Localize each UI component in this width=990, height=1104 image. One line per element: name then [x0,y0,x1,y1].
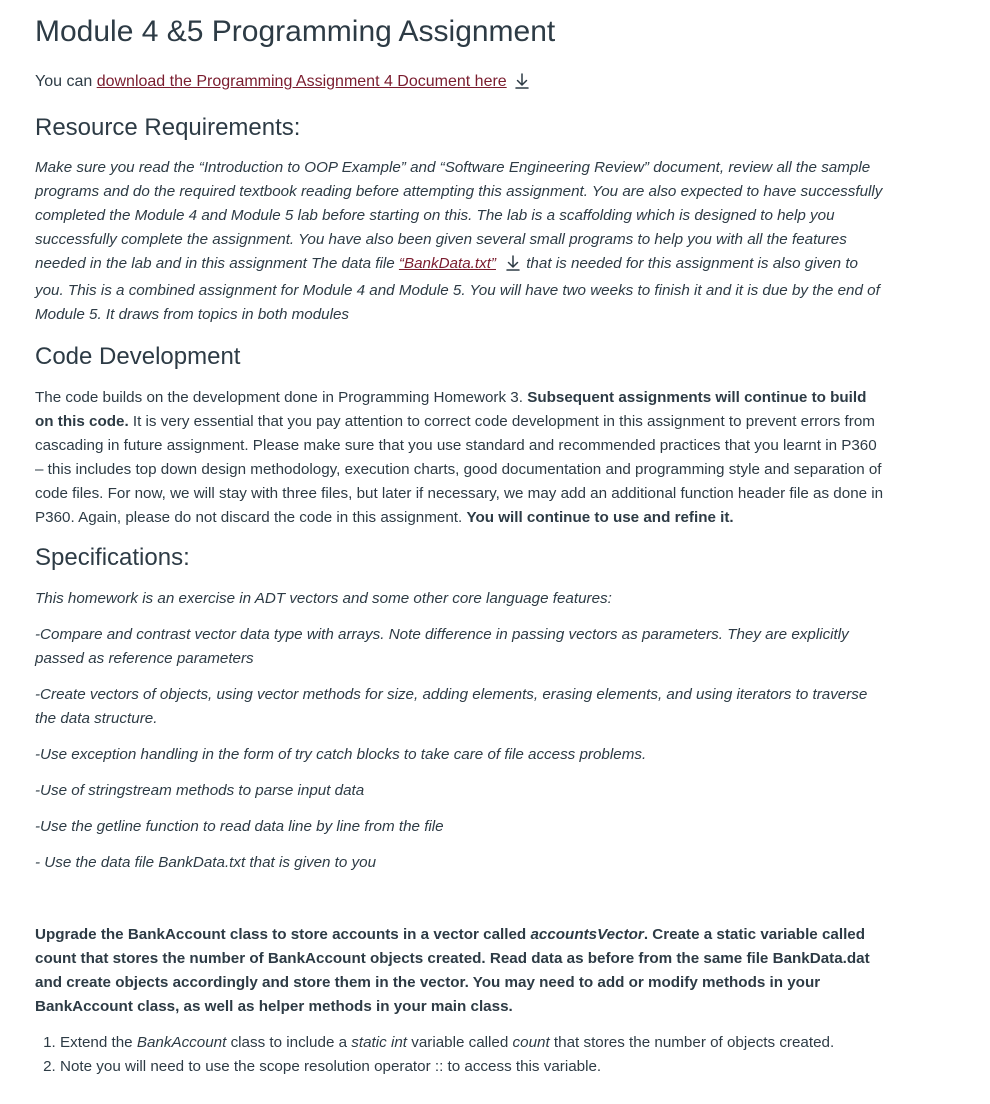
download-icon[interactable] [506,255,520,279]
specs-heading: Specifications: [35,544,190,571]
spec-item: -Use the getline function to read data line by line from the file [35,818,444,835]
resource-heading: Resource Requirements: [35,114,301,141]
bankdata-link[interactable]: “BankData.txt” [398,255,496,272]
code-text-2: It is very essential that you pay attention to correct code development in this assignment to prevent errors from cascading in future assignment. Please make sure that you use standard and recommended practices that you learnt in P360 – this includes top down design methodology, execution charts, good documentation and programming style and separation of code files. For now, we will stay with three files, but later if necessary, we may add an additional function header file as done in P360. Again, please do not discard the code in this assignment. [35,413,884,526]
lead-text: You can [35,73,97,90]
download-document-link[interactable]: download the Programming Assignment 4 Document here [96,73,507,90]
spec-item: -Use of stringstream methods to parse input data [35,782,365,799]
resource-paragraph [35,156,885,327]
list-text: BankAccount [136,1034,227,1051]
code-bold-1: Subsequent assignments will continue to build on this code. [35,389,867,430]
list-item [60,1031,990,1055]
spec-item: -Use exception handling in the form of try catch blocks to take care of file access problems. [35,746,647,763]
resource-text-1: Make sure you read the “Introduction to OOP Example” and “Software Engineering Review” document, review all the sample programs and do the required textbook reading before attempting this assignment. You are also expected to have successfully completed the Module 4 and Module 5 lab before starting on this. The lab is a scaffolding which is designed to help you successfully complete the assignment. You have also been given several small programs to help you with all the features needed in the lab and in this assignment The data file [35,159,883,272]
upgrade-text-2: . Create a static variable called count that stores the number of BankAccount objects created. Read data as before from the same file BankData.dat and create objects accordingly and store them in the vector. You may need to add or modify methods in your BankAccount class, as well as helper methods in your main class. [35,926,870,1015]
code-heading: Code Development [35,343,241,370]
page-title: Module 4 &5 Programming Assignment [35,15,556,48]
list-text: that stores the number of objects created. [549,1034,835,1051]
upgrade-vector-name: accountsVector [530,926,644,943]
list-text: class to include a [226,1034,352,1051]
list-text: variable called [407,1034,513,1051]
upgrade-paragraph [35,923,885,1019]
upgrade-text-1: Upgrade the BankAccount class to store accounts in a vector called [35,926,531,943]
list-item: 2. Note you will need to use the scope resolution operator :: to access this variable. [60,1055,990,1079]
spec-item: -Compare and contrast vector data type with arrays. Note difference in passing vectors as parameters. They are explicitly passed as reference parameters [35,626,849,667]
task-list [35,1031,990,1079]
code-bold-2: You will continue to use and refine it. [466,509,734,526]
list-text: static int [351,1034,408,1051]
spec-item: - Use the data file BankData.txt that is given to you [35,854,377,871]
spec-item: -Create vectors of objects, using vector methods for size, adding elements, erasing elements, and using iterators to traverse the data structure. [35,686,868,727]
resource-text-2: that is needed for this assignment is also given to you. This is a combined assignment for Module 4 and Module 5. You will have two weeks to finish it and it is due by the end of Module 5. It draws from topics in both modules [35,255,880,323]
download-line [35,70,990,97]
code-text-1: The code builds on the development done in Programming Homework 3. [35,389,528,406]
list-text: count [512,1034,550,1051]
code-paragraph [35,386,885,530]
list-text: Extend the [60,1034,137,1051]
specs-intro: This homework is an exercise in ADT vectors and some other core language features: [35,590,612,607]
download-icon[interactable] [515,73,529,97]
